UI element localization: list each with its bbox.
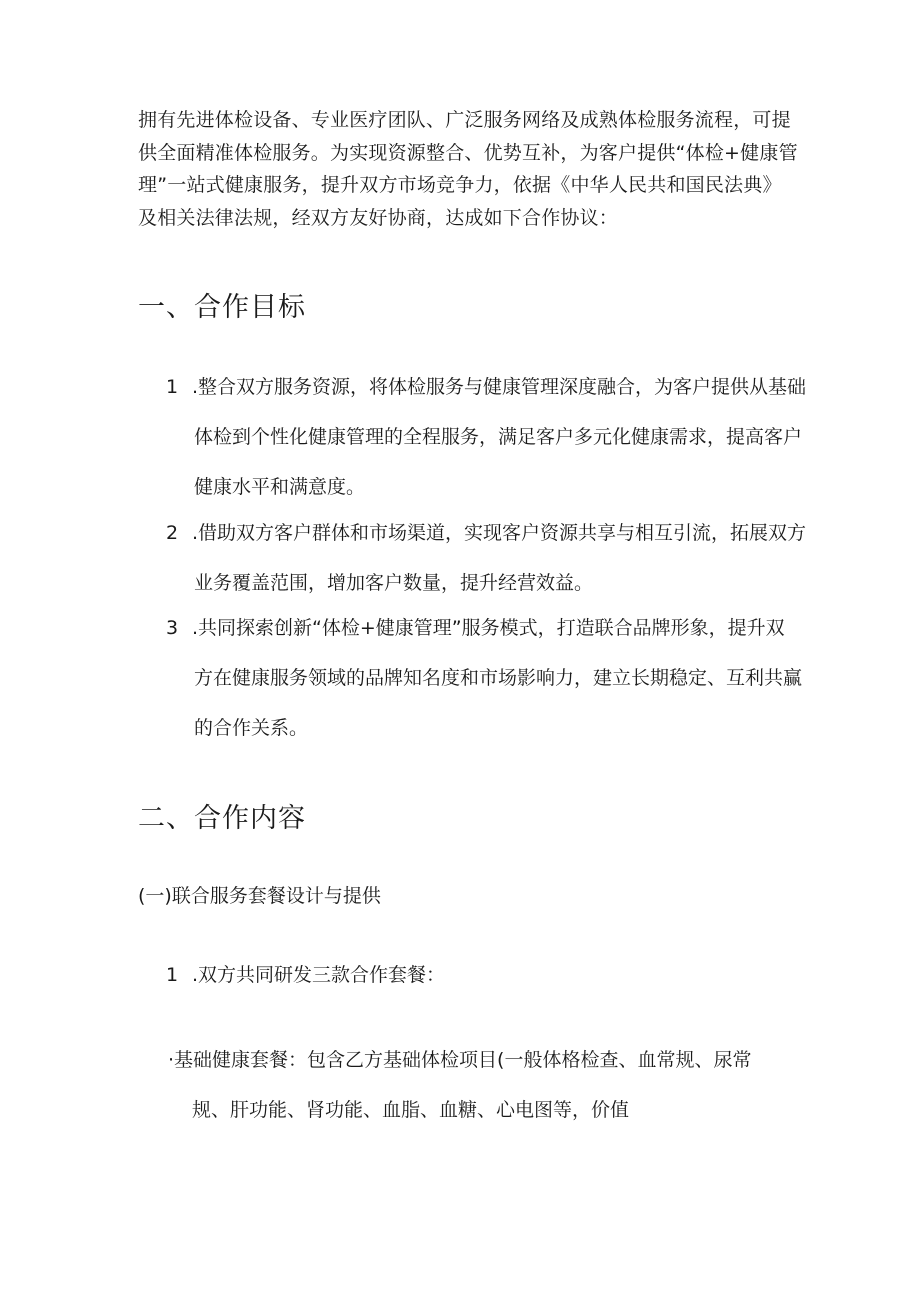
sub-heading: (一)联合服务套餐设计与提供 [138, 885, 381, 907]
item-line: 方在健康服务领域的品牌知名度和市场影响力，建立长期稳定、互利共赢 [194, 667, 803, 689]
bullet-line: ·基础健康套餐：包含乙方基础体检项目(一般体格检查、血常规、尿常 [168, 1049, 752, 1071]
bullet-line: 规、肝功能、肾功能、血脂、血糖、心电图等，价值 [192, 1099, 630, 1121]
section-heading-goals: 一、合作目标 [138, 292, 306, 323]
goal-item [166, 603, 816, 753]
item-line: .共同探索创新“体检+健康管理”服务模式，打造联合品牌形象，提升双 [192, 617, 785, 639]
item-line: .整合双方服务资源，将体检服务与健康管理深度融合，为客户提供从基础 [192, 376, 807, 398]
item-number: 1 [166, 376, 179, 398]
item-line: .借助双方客户群体和市场渠道，实现客户资源共享与相互引流，拓展双方 [192, 522, 807, 544]
item-line: 业务覆盖范围，增加客户数量，提升经营效益。 [194, 572, 594, 594]
content-item [166, 950, 816, 1000]
item-number: 3 [166, 617, 179, 639]
intro-line: 理”一站式健康服务，提升双方市场竞争力，依据《中华人民共和国民法典》 [138, 174, 782, 196]
intro-line: 及相关法律法规，经双方友好协商，达成如下合作协议： [138, 206, 619, 229]
goal-item [166, 362, 816, 512]
item-line: 体检到个性化健康管理的全程服务，满足客户多元化健康需求，提高客户 [194, 426, 803, 448]
item-number: 1 [166, 964, 179, 986]
item-number: 2 [166, 522, 179, 544]
section-heading-content: 二、合作内容 [138, 803, 306, 834]
intro-line: 拥有先进体检设备、专业医疗团队、广泛服务网络及成熟体检服务流程，可提 [138, 109, 791, 131]
item-line: .双方共同研发三款合作套餐： [192, 964, 446, 986]
intro-paragraph [138, 104, 798, 234]
item-line: 的合作关系。 [194, 717, 309, 739]
item-line: 健康水平和满意度。 [194, 476, 366, 498]
bullet-item [168, 1035, 788, 1135]
goal-item [166, 508, 816, 608]
intro-line: 供全面精准体检服务。为实现资源整合、优势互补，为客户提供“体检+健康管 [138, 141, 798, 164]
